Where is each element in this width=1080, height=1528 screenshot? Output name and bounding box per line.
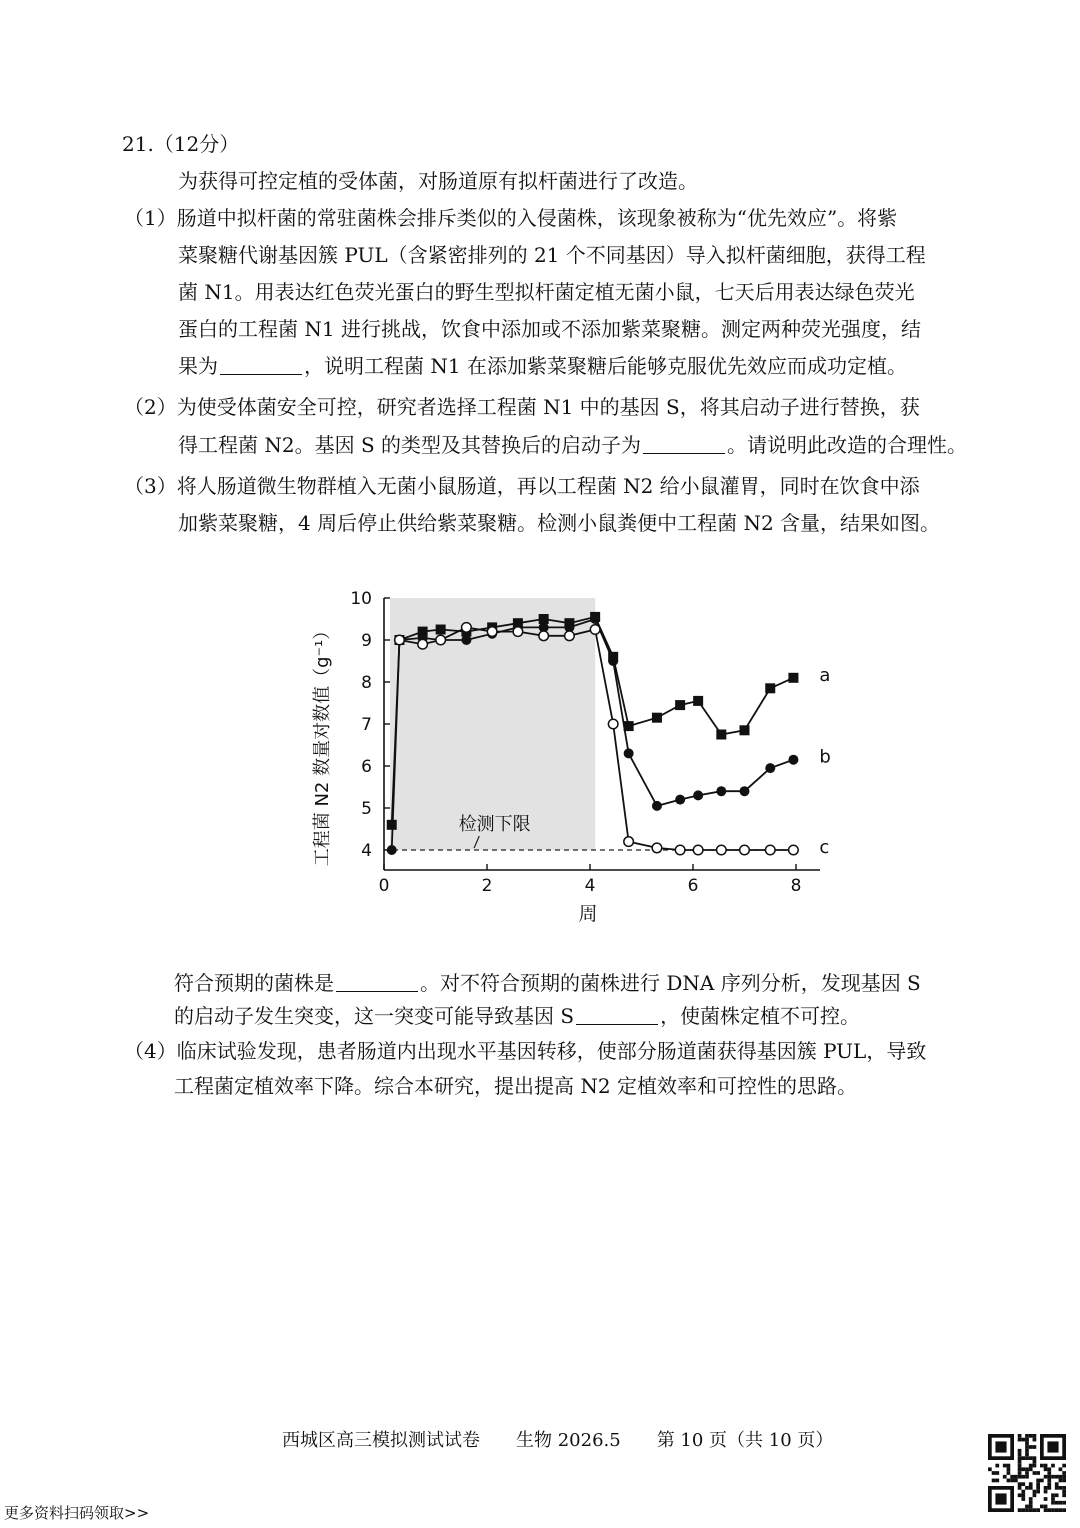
qr-module [1055, 1493, 1059, 1497]
qr-module [1018, 1438, 1022, 1442]
qr-module [1018, 1508, 1022, 1512]
answer-blank-2 [643, 435, 725, 454]
y-tick-label: 10 [350, 589, 372, 609]
qr-module [992, 1479, 996, 1483]
qr-module [1025, 1441, 1029, 1445]
qr-module [1044, 1464, 1048, 1468]
qr-module [1059, 1479, 1063, 1483]
qr-module [1021, 1456, 1025, 1460]
qr-module [1025, 1456, 1029, 1460]
qr-module [1036, 1508, 1040, 1512]
qr-module [1021, 1467, 1025, 1471]
qr-module [1025, 1445, 1029, 1449]
qr-module [1051, 1493, 1055, 1497]
qr-module [1018, 1434, 1022, 1438]
qr-module [1029, 1434, 1033, 1438]
qr-module [1007, 1464, 1011, 1468]
qr-module [995, 1479, 999, 1483]
qr-module [1025, 1486, 1029, 1490]
qr-finder-inner [995, 1493, 1006, 1504]
qr-module [1044, 1508, 1048, 1512]
qr-module [1047, 1471, 1051, 1475]
qr-module [1003, 1475, 1007, 1479]
detection-limit-label: 检测下限 [458, 814, 531, 835]
qr-module [1047, 1475, 1051, 1479]
series-a-point [740, 725, 750, 735]
series-a-point [693, 696, 703, 706]
qr-module [1029, 1482, 1033, 1486]
series-c-point [652, 843, 662, 853]
series-c-point [675, 845, 685, 855]
qr-module [1044, 1475, 1048, 1479]
qr-module [1055, 1482, 1059, 1486]
series-b-point [788, 755, 798, 765]
qr-module [988, 1467, 992, 1471]
qr-module [1007, 1471, 1011, 1475]
qr-module [1025, 1471, 1029, 1475]
series-b-point [652, 801, 662, 811]
qr-module [1040, 1464, 1044, 1468]
part3-after-line1 [174, 968, 921, 998]
qr-module [1062, 1490, 1066, 1494]
series-b-point [590, 614, 600, 624]
series-a-point [716, 730, 726, 740]
series-a-point [765, 683, 775, 693]
qr-module [1029, 1497, 1033, 1501]
qr-module [1007, 1467, 1011, 1471]
qr-module [1036, 1490, 1040, 1494]
series-b-point [716, 786, 726, 796]
qr-code-icon[interactable] [988, 1434, 1066, 1512]
part1-line3: 菌 N1。用表达红色荧光蛋白的野生型拟杆菌定植无菌小鼠，七天后用表达绿色荧光 [178, 280, 915, 304]
y-tick-label: 5 [361, 799, 372, 819]
qr-module [1021, 1482, 1025, 1486]
series-b-point [693, 790, 703, 800]
qr-module [1018, 1493, 1022, 1497]
part2-line2-start: 得工程菌 N2。基因 S 的类型及其替换后的启动子为 [178, 433, 641, 457]
qr-module [1047, 1486, 1051, 1490]
qr-module [1029, 1464, 1033, 1468]
qr-module [1047, 1467, 1051, 1471]
qr-module [1059, 1508, 1063, 1512]
part3-after-line2-start: 的启动子发生突变，这一突变可能导致基因 S [174, 1004, 575, 1028]
series-a-point [788, 673, 798, 683]
qr-module [1033, 1445, 1037, 1449]
series-c-point [624, 837, 634, 847]
qr-module [1044, 1486, 1048, 1490]
part1-line4: 蛋白的工程菌 N1 进行挑战，饮食中添加或不添加紫菜聚糖。测定两种荧光强度，结 [178, 317, 921, 341]
qr-module [1044, 1505, 1048, 1509]
qr-module [1036, 1486, 1040, 1490]
qr-module [1029, 1467, 1033, 1471]
qr-module [1025, 1434, 1029, 1438]
series-c-point [608, 719, 618, 729]
qr-module [1062, 1471, 1066, 1475]
part1-line5 [178, 351, 907, 381]
qr-module [1033, 1460, 1037, 1464]
part1-line1: （1）肠道中拟杆菌的常驻菌株会排斥类似的入侵菌株，该现象被称为“优先效应”。将紫 [124, 206, 898, 230]
x-tick-label: 0 [378, 876, 390, 896]
qr-module [1025, 1508, 1029, 1512]
more-materials-link[interactable]: 更多资料扫码领取>> [4, 1504, 150, 1522]
qr-module [1059, 1467, 1063, 1471]
qr-module [1036, 1482, 1040, 1486]
qr-module [1018, 1475, 1022, 1479]
qr-module [995, 1464, 999, 1468]
qr-module [1018, 1471, 1022, 1475]
qr-module [1029, 1501, 1033, 1505]
part3-line1: （3）将人肠道微生物群植入无菌小鼠肠道，再以工程菌 N2 给小鼠灌胃，同时在饮食中添 [124, 474, 920, 498]
qr-module [1047, 1482, 1051, 1486]
series-c-point [395, 635, 405, 645]
qr-module [1062, 1464, 1066, 1468]
qr-module [1036, 1479, 1040, 1483]
qr-module [1025, 1438, 1029, 1442]
qr-module [992, 1471, 996, 1475]
part2-line1: （2）为使受体菌安全可控，研究者选择工程菌 N1 中的基因 S，将其启动子进行替换，获 [124, 395, 920, 419]
qr-module [1018, 1453, 1022, 1457]
qr-module [1025, 1453, 1029, 1457]
part2-line2-end: 。请说明此改造的合理性。 [727, 433, 967, 457]
part2-line2 [178, 430, 967, 460]
series-c-point [539, 631, 549, 641]
series-a-point [675, 700, 685, 710]
part3-after-line1-end: 。对不符合预期的菌株进行 DNA 序列分析，发现基因 S [420, 971, 921, 995]
series-c-point [487, 627, 497, 637]
y-tick-label: 4 [361, 841, 372, 861]
part1-line5-start: 果为 [178, 354, 218, 378]
qr-module [1018, 1456, 1022, 1460]
answer-blank-4 [576, 1006, 658, 1025]
series-c-point [765, 845, 775, 855]
series-a-point [624, 721, 634, 731]
qr-module [1014, 1475, 1018, 1479]
qr-module [1044, 1467, 1048, 1471]
series-b-point [675, 795, 685, 805]
qr-module [1033, 1438, 1037, 1442]
qr-module [1062, 1493, 1066, 1497]
answer-blank-3 [336, 973, 418, 992]
qr-module [1051, 1501, 1055, 1505]
qr-module [1051, 1497, 1055, 1501]
answer-blank-1 [220, 356, 302, 375]
qr-module [1062, 1475, 1066, 1479]
qr-module [1033, 1490, 1037, 1494]
qr-module [1062, 1486, 1066, 1490]
y-tick-label: 8 [361, 673, 372, 693]
series-b-label: b [819, 746, 831, 768]
question-number: 21.（12分） [122, 132, 240, 156]
qr-module [1033, 1471, 1037, 1475]
series-c-point [565, 631, 575, 641]
qr-module [1051, 1508, 1055, 1512]
qr-module [1021, 1508, 1025, 1512]
qr-module [1025, 1505, 1029, 1509]
qr-module [1044, 1490, 1048, 1494]
qr-module [1025, 1467, 1029, 1471]
x-tick-label: 6 [687, 876, 699, 896]
series-b-point [765, 763, 775, 773]
series-b-point [461, 635, 471, 645]
x-tick-label: 4 [584, 876, 596, 896]
qr-module [1040, 1505, 1044, 1509]
part3-after-line2 [174, 1001, 860, 1031]
part4-line2: 工程菌定植效率下降。综合本研究，提出提高 N2 定植效率和可控性的思路。 [174, 1074, 857, 1098]
part1-line2: 菜聚糖代谢基因簇 PUL（含紧密排列的 21 个不同基因）导入拟杆菌细胞，获得工程 [178, 243, 926, 267]
qr-module [1010, 1475, 1014, 1479]
series-c-point [693, 845, 703, 855]
qr-module [1059, 1501, 1063, 1505]
qr-module [1021, 1438, 1025, 1442]
part3-after-line2-end: ，使菌株定植不可控。 [660, 1004, 861, 1028]
series-b-point [387, 845, 397, 855]
qr-module [1062, 1501, 1066, 1505]
qr-module [1007, 1479, 1011, 1483]
qr-module [1033, 1493, 1037, 1497]
x-tick-label: 2 [481, 876, 493, 896]
x-tick-label: 8 [790, 876, 802, 896]
series-c-point [789, 845, 799, 855]
qr-module [1029, 1508, 1033, 1512]
qr-module [1029, 1486, 1033, 1490]
qr-module [1044, 1497, 1048, 1501]
series-a-point [652, 713, 662, 723]
qr-module [1047, 1479, 1051, 1483]
series-c-point [717, 845, 727, 855]
qr-module [1010, 1479, 1014, 1483]
x-axis-label: 周 [578, 903, 598, 925]
qr-module [1021, 1475, 1025, 1479]
series-b-point [624, 748, 634, 758]
qr-module [995, 1471, 999, 1475]
qr-module [1055, 1486, 1059, 1490]
y-tick-label: 6 [361, 757, 372, 777]
qr-module [1018, 1449, 1022, 1453]
qr-module [1018, 1486, 1022, 1490]
series-c-point [462, 623, 472, 633]
qr-module [1029, 1445, 1033, 1449]
qr-module [1021, 1490, 1025, 1494]
qr-finder-inner [995, 1441, 1006, 1452]
qr-module [1018, 1460, 1022, 1464]
series-c-point [513, 627, 523, 637]
qr-module [1040, 1479, 1044, 1483]
series-c-label: c [819, 837, 830, 858]
question-intro: 为获得可控定植的受体菌，对肠道原有拟杆菌进行了改造。 [178, 169, 698, 193]
series-c-point [418, 639, 428, 649]
qr-module [1036, 1471, 1040, 1475]
qr-module [1033, 1434, 1037, 1438]
series-a-label: a [819, 664, 831, 686]
part3-line2: 加紫菜聚糖，4 周后停止供给紫菜聚糖。检测小鼠粪便中工程菌 N2 含量，结果如图。 [178, 511, 941, 535]
qr-module [1047, 1508, 1051, 1512]
y-tick-label: 9 [361, 631, 372, 651]
qr-module [1021, 1493, 1025, 1497]
qr-finder-inner [1047, 1441, 1058, 1452]
y-tick-label: 7 [361, 715, 372, 735]
qr-module [1021, 1497, 1025, 1501]
page-footer: 西城区高三模拟测试试卷 生物 2026.5 第 10 页（共 10 页） [282, 1430, 834, 1451]
series-c-point [740, 845, 750, 855]
qr-module [1051, 1475, 1055, 1479]
part1-line5-end: ，说明工程菌 N1 在添加紫菜聚糖后能够克服优先效应而成功定植。 [304, 354, 907, 378]
qr-module [1033, 1456, 1037, 1460]
series-c-point [436, 635, 446, 645]
qr-module [1018, 1467, 1022, 1471]
series-c-point [590, 625, 600, 635]
part3-after-line1-start: 符合预期的菌株是 [174, 971, 334, 995]
n2-abundance-chart [300, 578, 860, 938]
qr-module [1029, 1456, 1033, 1460]
y-axis-label: 工程菌 N2 数量对数值（g⁻¹） [312, 621, 333, 867]
series-a-point [436, 625, 446, 635]
qr-module [1018, 1482, 1022, 1486]
qr-module [1051, 1464, 1055, 1468]
qr-module [1055, 1475, 1059, 1479]
qr-module [1018, 1464, 1022, 1468]
series-a-point [387, 820, 397, 830]
qr-module [1059, 1475, 1063, 1479]
series-b-point [740, 786, 750, 796]
qr-module [1025, 1449, 1029, 1453]
qr-module [1025, 1475, 1029, 1479]
series-b-point [608, 656, 618, 666]
qr-module [1059, 1486, 1063, 1490]
qr-module [1033, 1464, 1037, 1468]
qr-module [1003, 1464, 1007, 1468]
qr-module [1062, 1479, 1066, 1483]
qr-module [1014, 1479, 1018, 1483]
qr-module [1033, 1508, 1037, 1512]
part4-line1: （4）临床试验发现，患者肠道内出现水平基因转移，使部分肠道菌获得基因簇 PUL，导致 [124, 1039, 927, 1063]
qr-module [1029, 1505, 1033, 1509]
qr-module [1055, 1508, 1059, 1512]
qr-module [1062, 1508, 1066, 1512]
qr-module [1055, 1501, 1059, 1505]
